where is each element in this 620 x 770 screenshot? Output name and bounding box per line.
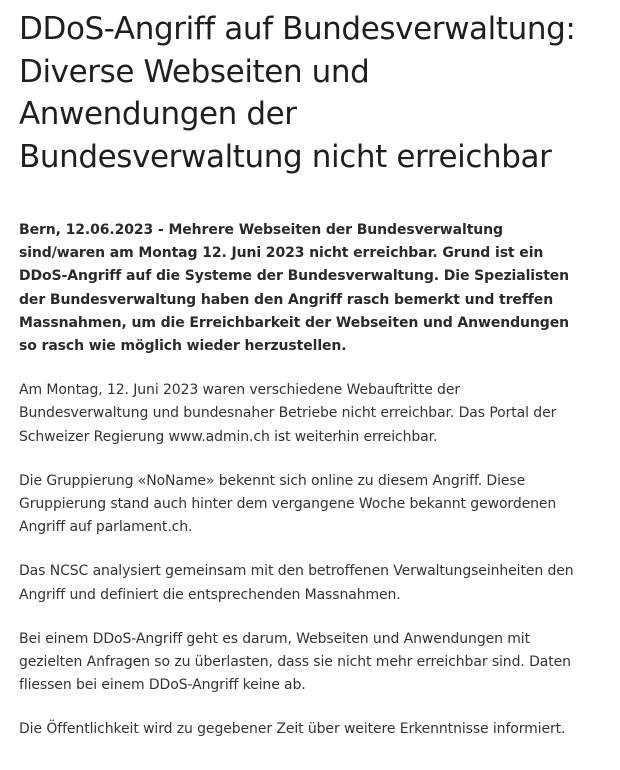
article-paragraph-noname: Die Gruppierung «NoName» bekennt sich online zu diesem Angriff. Diese Gruppierung stand auch hinter dem vergangene Woche bekannt gewordenen Angriff auf parlament.ch. <box>19 472 557 536</box>
article-paragraph-outage: Am Montag, 12. Juni 2023 waren verschiedene Webauftritte der Bundesverwaltung und bundesnaher Betriebe nicht erreichbar. Das Portal der Schweizer Regierung www.admin.ch ist weiterhin erreichbar. <box>19 382 557 445</box>
article-title: DDoS-Angriff auf Bundesverwaltung: Diverse Webseiten und Anwendungen der Bundesverwaltung nicht erreichbar <box>19 11 576 175</box>
article-paragraph-outlook: Die Öffentlichkeit wird zu gegebener Zeit über weitere Erkenntnisse informiert. <box>19 721 566 738</box>
article-paragraph-ddos-explanation: Bei einem DDoS-Angriff geht es darum, Webseiten und Anwendungen mit gezielten Anfragen so zu überlasten, dass sie nicht mehr erreichbar sind. Daten fliessen bei einem DDoS-Angriff keine ab. <box>19 630 571 694</box>
article-paragraph-ncsc: Das NCSC analysiert gemeinsam mit den betroffenen Verwaltungseinheiten den Angriff und definiert die entsprechenden Massnahmen. <box>19 563 574 603</box>
article-lead: Bern, 12.06.2023 - Mehrere Webseiten der Bundesverwaltung sind/waren am Montag 12. Juni 2023 nicht erreichbar. Grund ist ein DDoS-Angriff auf die Systeme der Bundesverwaltung. Die Spezialisten der Bundesverwaltung haben den Angriff rasch bemerkt und treffen Massnahmen, um die Erreichbarkeit der Webseiten und Anwendungen so rasch wie möglich wieder herzustellen. <box>19 222 570 355</box>
